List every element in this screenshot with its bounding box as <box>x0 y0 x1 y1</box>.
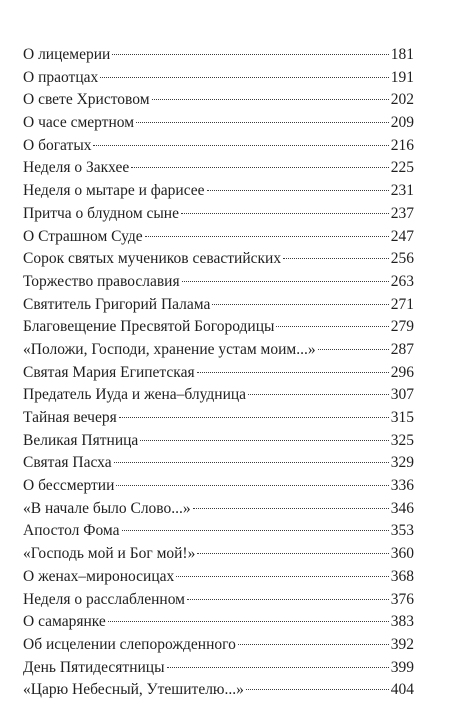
toc-entry <box>23 339 414 362</box>
toc-entry-title: О свете Христовом <box>23 91 150 109</box>
toc-entry <box>23 566 414 589</box>
toc-entry-title: Неделя о Закхее <box>23 159 130 177</box>
toc-entry <box>23 430 414 453</box>
dot-leader <box>116 485 388 486</box>
toc-entry-title: Торжество православия <box>23 272 180 290</box>
dot-leader <box>100 77 389 78</box>
toc-entry <box>23 157 414 180</box>
toc-entry-title: О женах–мироносицах <box>23 567 175 585</box>
dot-leader <box>193 508 389 509</box>
toc-entry-title: О Страшном Суде <box>23 227 143 245</box>
dot-leader <box>176 576 388 577</box>
toc-entry <box>23 316 414 339</box>
dot-leader <box>122 530 389 531</box>
toc-entry-title: Сорок святых мучеников севастийских <box>23 250 282 268</box>
toc-entry <box>23 203 414 226</box>
toc-entry-title: Неделя о расслабленном <box>23 590 185 608</box>
dot-leader <box>207 190 389 191</box>
toc-entry-page-number: 383 <box>390 613 414 631</box>
toc-entry-page-number: 296 <box>390 363 414 381</box>
dot-leader <box>182 281 389 282</box>
dot-leader <box>318 349 389 350</box>
dot-leader <box>167 667 389 668</box>
toc-entry-page-number: 368 <box>390 567 414 585</box>
toc-entry <box>23 657 414 680</box>
toc-entry <box>23 44 414 67</box>
toc-entry-title: Святая Мария Египетская <box>23 363 195 381</box>
toc-entry-title: Притча о блудном сыне <box>23 204 179 222</box>
toc-entry-page-number: 325 <box>390 431 414 449</box>
toc-entry-page-number: 404 <box>390 681 414 699</box>
toc-entry <box>23 248 414 271</box>
toc-entry <box>23 89 414 112</box>
dot-leader <box>140 440 388 441</box>
dot-leader <box>283 258 389 259</box>
toc-entry-page-number: 392 <box>390 635 414 653</box>
toc-entry <box>23 452 414 475</box>
toc-entry-page-number: 191 <box>390 68 414 86</box>
toc-entry-title: Апостол Фома <box>23 522 120 540</box>
toc-entry <box>23 475 414 498</box>
table-of-contents <box>23 44 414 702</box>
toc-entry-page-number: 263 <box>390 272 414 290</box>
toc-entry-title: Святитель Григорий Палама <box>23 295 211 313</box>
toc-entry-title: Предатель Иуда и жена–блудница <box>23 386 247 404</box>
toc-entry-title: О самарянке <box>23 613 106 631</box>
toc-entry <box>23 611 414 634</box>
toc-entry-page-number: 329 <box>390 454 414 472</box>
toc-entry-page-number: 307 <box>390 386 414 404</box>
toc-entry <box>23 543 414 566</box>
toc-entry <box>23 679 414 702</box>
dot-leader <box>197 372 389 373</box>
toc-entry-page-number: 209 <box>390 114 414 132</box>
toc-entry <box>23 226 414 249</box>
dot-leader <box>114 462 389 463</box>
toc-entry <box>23 520 414 543</box>
toc-entry-page-number: 353 <box>390 522 414 540</box>
toc-entry-title: Тайная вечеря <box>23 409 117 426</box>
dot-leader <box>131 167 388 168</box>
toc-entry <box>23 589 414 612</box>
toc-entry-page-number: 202 <box>390 91 414 109</box>
toc-entry-title: Святая Пасха <box>23 454 112 472</box>
toc-entry-title: День Пятидесятницы <box>23 658 165 676</box>
toc-entry-page-number: 376 <box>390 590 414 608</box>
toc-entry-page-number: 346 <box>390 499 414 517</box>
toc-entry-title: Великая Пятница <box>23 431 139 449</box>
toc-entry-title: Благовещение Пресвятой Богородицы <box>23 318 275 336</box>
toc-entry-page-number: 360 <box>390 545 414 563</box>
dot-leader <box>108 621 389 622</box>
toc-entry <box>23 294 414 317</box>
toc-entry <box>23 180 414 203</box>
dot-leader <box>152 99 389 100</box>
toc-entry-page-number: 315 <box>390 409 414 426</box>
toc-entry-page-number: 237 <box>390 204 414 222</box>
toc-entry-title: «Господь мой и Бог мой!» <box>23 545 196 563</box>
dot-leader <box>246 689 389 690</box>
toc-entry <box>23 67 414 90</box>
dot-leader <box>119 417 389 418</box>
toc-entry-page-number: 225 <box>390 159 414 177</box>
dot-leader <box>197 553 388 554</box>
toc-entry <box>23 362 414 385</box>
toc-entry-page-number: 216 <box>390 136 414 154</box>
dot-leader <box>187 599 389 600</box>
dot-leader <box>145 236 389 237</box>
toc-entry-title: Неделя о мытаре и фарисее <box>23 182 205 200</box>
dot-leader <box>248 394 389 395</box>
toc-entry-title: «Положи, Господи, хранение устам моим...» <box>23 340 316 358</box>
toc-entry-title: Об исцелении слепорожденного <box>23 635 236 653</box>
dot-leader <box>112 54 388 55</box>
toc-entry-title: О бессмертии <box>23 477 115 495</box>
toc-entry-page-number: 287 <box>390 340 414 358</box>
toc-entry-title: «Царю Небесный, Утешителю...» <box>23 681 244 699</box>
toc-entry-title: О праотцах <box>23 68 99 86</box>
toc-entry <box>23 112 414 135</box>
toc-entry <box>23 498 414 521</box>
dot-leader <box>212 304 388 305</box>
toc-entry-page-number: 336 <box>390 477 414 495</box>
toc-entry-title: О богатых <box>23 136 92 154</box>
dot-leader <box>238 644 389 645</box>
dot-leader <box>276 326 388 327</box>
toc-entry-page-number: 256 <box>390 250 414 268</box>
dot-leader <box>181 213 389 214</box>
toc-entry <box>23 634 414 657</box>
toc-entry-page-number: 247 <box>390 227 414 245</box>
toc-entry-page-number: 271 <box>390 295 414 313</box>
toc-entry-title: О лицемерии <box>23 46 111 63</box>
toc-entry <box>23 407 414 430</box>
toc-entry-title: О часе смертном <box>23 114 135 132</box>
toc-entry-title: «В начале было Слово...» <box>23 499 191 517</box>
toc-entry-page-number: 399 <box>390 658 414 676</box>
dot-leader <box>136 122 389 123</box>
toc-entry-page-number: 279 <box>390 318 414 336</box>
toc-entry <box>23 135 414 158</box>
toc-entry-page-number: 231 <box>390 182 414 200</box>
toc-entry <box>23 271 414 294</box>
toc-entry <box>23 384 414 407</box>
toc-entry-page-number: 181 <box>390 46 414 63</box>
dot-leader <box>93 145 388 146</box>
